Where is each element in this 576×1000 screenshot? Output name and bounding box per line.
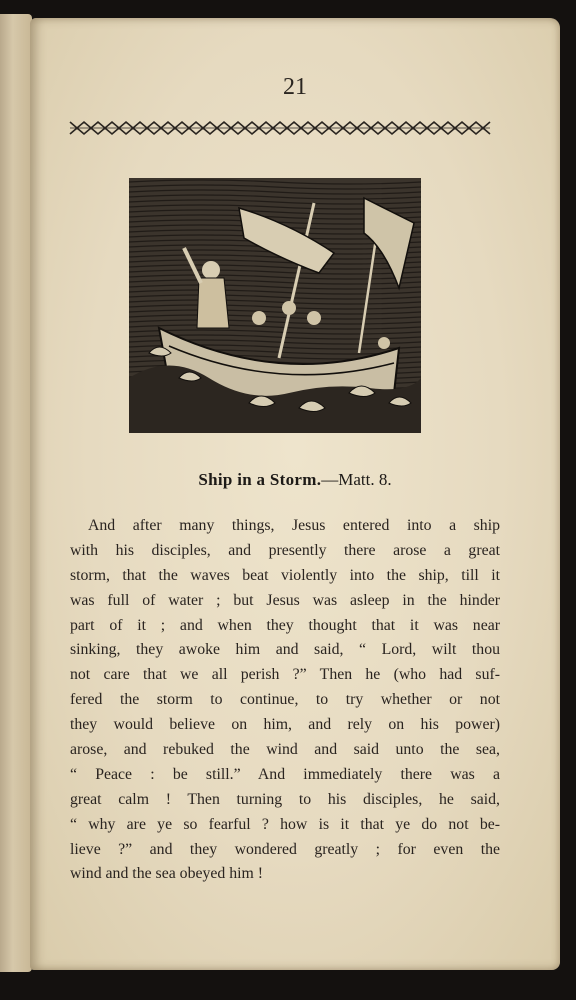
text-line: sinking, they awoke him and said, “ Lord, wilt thou bbox=[70, 641, 500, 659]
book-page bbox=[30, 18, 560, 970]
caption-reference: —Matt. 8. bbox=[321, 470, 392, 489]
decorative-border bbox=[68, 118, 492, 138]
text-line: lieve ?” and they wondered greatly ; for even the bbox=[70, 840, 500, 858]
text-line: “ why are ye so fearful ? how is it that ye do not be- bbox=[70, 815, 500, 833]
body-text bbox=[70, 514, 500, 887]
caption-title: Ship in a Storm. bbox=[198, 470, 322, 489]
text-line: they would believe on him, and rely on his power) bbox=[70, 716, 500, 734]
text-line: storm, that the waves beat violently into the ship, till it bbox=[70, 566, 500, 584]
page-number: 21 bbox=[283, 74, 307, 100]
text-line: wind and the sea obeyed him ! bbox=[70, 865, 264, 883]
text-line: “ Peace : be still.” And immediately there was a bbox=[70, 765, 500, 783]
text-line: And after many things, Jesus entered into a ship bbox=[88, 517, 500, 534]
text-line: fered the storm to continue, to try whether or not bbox=[70, 691, 500, 709]
ship-storm-woodcut bbox=[129, 178, 421, 433]
previous-page-edge bbox=[0, 14, 32, 972]
text-line: was full of water ; but Jesus was asleep in the hinder bbox=[70, 591, 500, 609]
caption bbox=[30, 470, 560, 490]
text-line: not care that we all perish ?” Then he (who had suf- bbox=[70, 666, 500, 684]
text-line: part of it ; and when they thought that it was near bbox=[70, 616, 500, 634]
text-line: great calm ! Then turning to his disciples, he said, bbox=[70, 790, 500, 808]
text-line: arose, and rebuked the wind and said unto the sea, bbox=[70, 741, 500, 759]
text-line: with his disciples, and presently there arose a great bbox=[70, 541, 500, 559]
